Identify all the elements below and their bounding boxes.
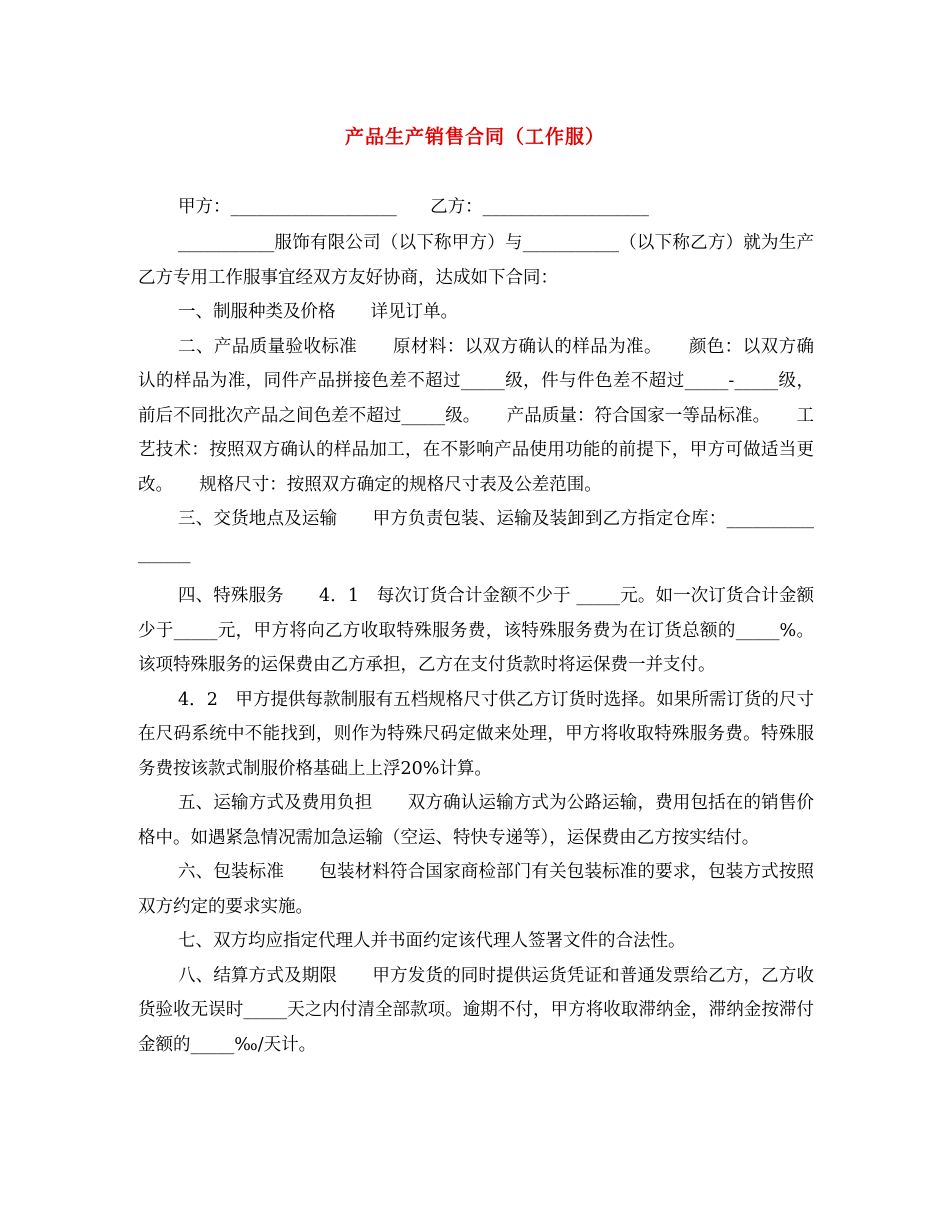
paragraph-spacer bbox=[138, 571, 814, 579]
paragraph-clause-4-2: 4．2 甲方提供每款制服有五档规格尺寸供乙方订货时选择。如果所需订货的尺寸在尺码系统中不能找到，则作为特殊尺码定做来处理，甲方将收取特殊服务费。特殊服务费按该款式制服价格基础上上浮20%计算。 bbox=[138, 689, 814, 779]
paragraph-clause-1: 一、制服种类及价格 详见订单。 bbox=[178, 302, 458, 322]
paragraph-clause-3: 三、交货地点及运输 甲方负责包装、运输及装卸到乙方指定仓库：________________ bbox=[138, 509, 814, 564]
paragraph-clause-2: 二、产品质量验收标准 原材料：以双方确认的样品为准。 颜色：以双方确认的样品为准，同件产品拼接色差不超过_____级，件与件色差不超过_____-_____级，前后不同批次产品之间色差不超过_____级。 产品质量：符合国家一等品标准。 工艺技术：按照双方确认的样品加工，在不影响产品使用功能的前提下，甲方可做适当更改。 规格尺寸：按照双方确定的规格尺寸表及公差范围。 bbox=[138, 336, 814, 495]
paragraph-intro: ___________服饰有限公司（以下称甲方）与___________（以下称乙方）就为生产乙方专用工作服事宜经双方友好协商，达成如下合同： bbox=[138, 233, 814, 288]
paragraph-clause-8: 八、结算方式及期限 甲方发货的同时提供运货凭证和普通发票给乙方，乙方收货验收无误时_____天之内付清全部款项。逾期不付，甲方将收取滞纳金，滞纳金按滞付金额的_____‰/天计。 bbox=[138, 965, 814, 1055]
document-title: 产品生产销售合同（工作服） bbox=[344, 126, 605, 148]
paragraph-clause-5: 五、运输方式及费用负担 双方确认运输方式为公路运输，费用包括在的销售价格中。如遇紧急情况需加急运输（空运、特快专递等），运保费由乙方按实结付。 bbox=[138, 793, 814, 848]
document-body bbox=[138, 188, 814, 1062]
parties-line: 甲方：___________________ 乙方：___________________ bbox=[178, 197, 649, 217]
paragraph-clause-7: 七、双方均应指定代理人并书面约定该代理人签署文件的合法性。 bbox=[178, 931, 686, 951]
paragraph-clause-4-1: 四、特殊服务 4．1 每次订货合计金额不少于 _____元。如一次订货合计金额少于_____元，甲方将向乙方收取特殊服务费，该特殊服务费为在订货总额的_____%。该项特殊服务的运保费由乙方承担，乙方在支付货款时将运保费一并支付。 bbox=[138, 586, 814, 675]
paragraph-clause-6: 六、包装标准 包装材料符合国家商检部门有关包装标准的要求，包装方式按照双方约定的要求实施。 bbox=[138, 862, 814, 917]
